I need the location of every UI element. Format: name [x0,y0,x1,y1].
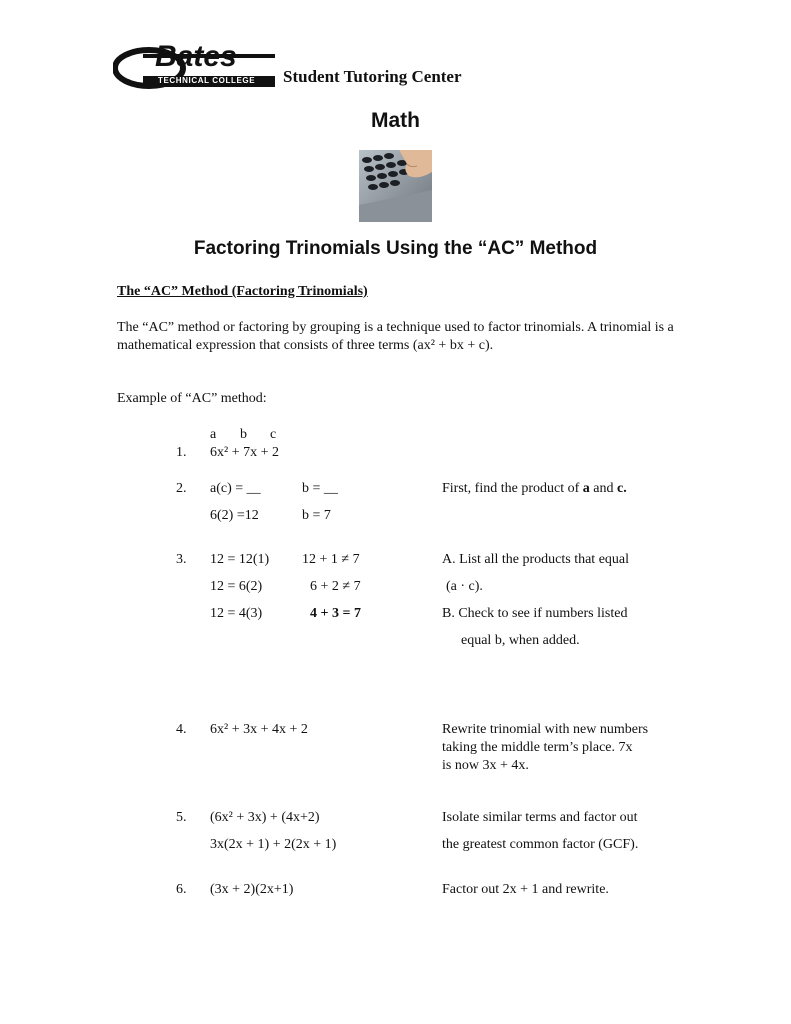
step-3-factor-3: 12 = 4(3) [210,606,263,621]
step-2-note [442,481,627,497]
step-2-note-c: c. [616,481,627,496]
intro-paragraph: The “AC” method or factoring by grouping is a technique used to factor trinomials. A trinomial is a mathematical expression that consists of three terms (ax² + bx + c). [117,320,674,353]
example-heading: Example of “AC” method: [117,391,267,406]
step-3-note-a-cont: (a · c). [446,579,483,594]
step-1-expression: 6x² + 7x + 2 [210,445,279,460]
step-5-factored: 3x(2x + 1) + 2(2x + 1) [210,837,337,852]
step-2-note-a: a [582,481,590,496]
step-4-number: 4. [176,722,187,737]
step-3-note-b-cont: equal b, when added. [461,633,580,648]
step-4-note-line-3: is now 3x + 4x. [442,758,529,773]
step-4-note-line-1: Rewrite trinomial with new numbers [442,722,649,737]
step-3-factor-1: 12 = 12(1) [210,552,270,567]
step-6-number: 6. [176,882,187,897]
calculator-image [359,150,432,222]
step-1-number: 1. [176,445,187,460]
step-3-sum-1: 12 + 1 ≠ 7 [302,552,360,567]
logo-wordmark: Bates [155,40,237,73]
step-5-grouped: (6x² + 3x) + (4x+2) [210,810,320,825]
subject-heading: Math [371,109,420,132]
step-3-note-a: A. List all the products that equal [442,552,630,567]
section-heading: The “AC” Method (Factoring Trinomials) [117,284,368,299]
step-2-b-value: b = 7 [302,508,331,523]
step-3-note-b: B. Check to see if numbers listed [442,606,628,621]
step-2-note-mid: and [589,481,617,496]
step-5-note-line-2: the greatest common factor (GCF). [442,837,639,852]
step-2-number: 2. [176,481,187,496]
document-title: Factoring Trinomials Using the “AC” Method [193,238,598,259]
step-2-ac-blank: a(c) = __ [210,481,261,496]
label-a: a [210,427,217,442]
step-2-ac-value: 6(2) =12 [210,508,259,523]
step-5-number: 5. [176,810,187,825]
step-3-factor-2: 12 = 6(2) [210,579,263,594]
step-5-note-line-1: Isolate similar terms and factor out [442,810,638,825]
step-2-note-pre: First, find the product of [442,481,583,496]
step-4-expression: 6x² + 3x + 4x + 2 [210,722,308,737]
tutoring-center-name: Student Tutoring Center [283,67,462,86]
label-b: b [240,427,247,442]
bates-logo [113,40,278,90]
step-6-result: (3x + 2)(2x+1) [210,882,294,897]
step-6-note: Factor out 2x + 1 and rewrite. [442,882,609,897]
step-4-note-line-2: taking the middle term’s place. 7x [442,740,633,755]
step-3-number: 3. [176,552,187,567]
step-3-sum-3: 4 + 3 = 7 [310,606,361,621]
abc-labels [210,427,276,443]
step-3-sum-2: 6 + 2 ≠ 7 [310,579,361,594]
label-c: c [270,427,277,442]
logo-subtext: TECHNICAL COLLEGE [158,76,256,85]
calculator-photo [359,150,432,222]
step-2-b-blank: b = __ [302,481,338,496]
